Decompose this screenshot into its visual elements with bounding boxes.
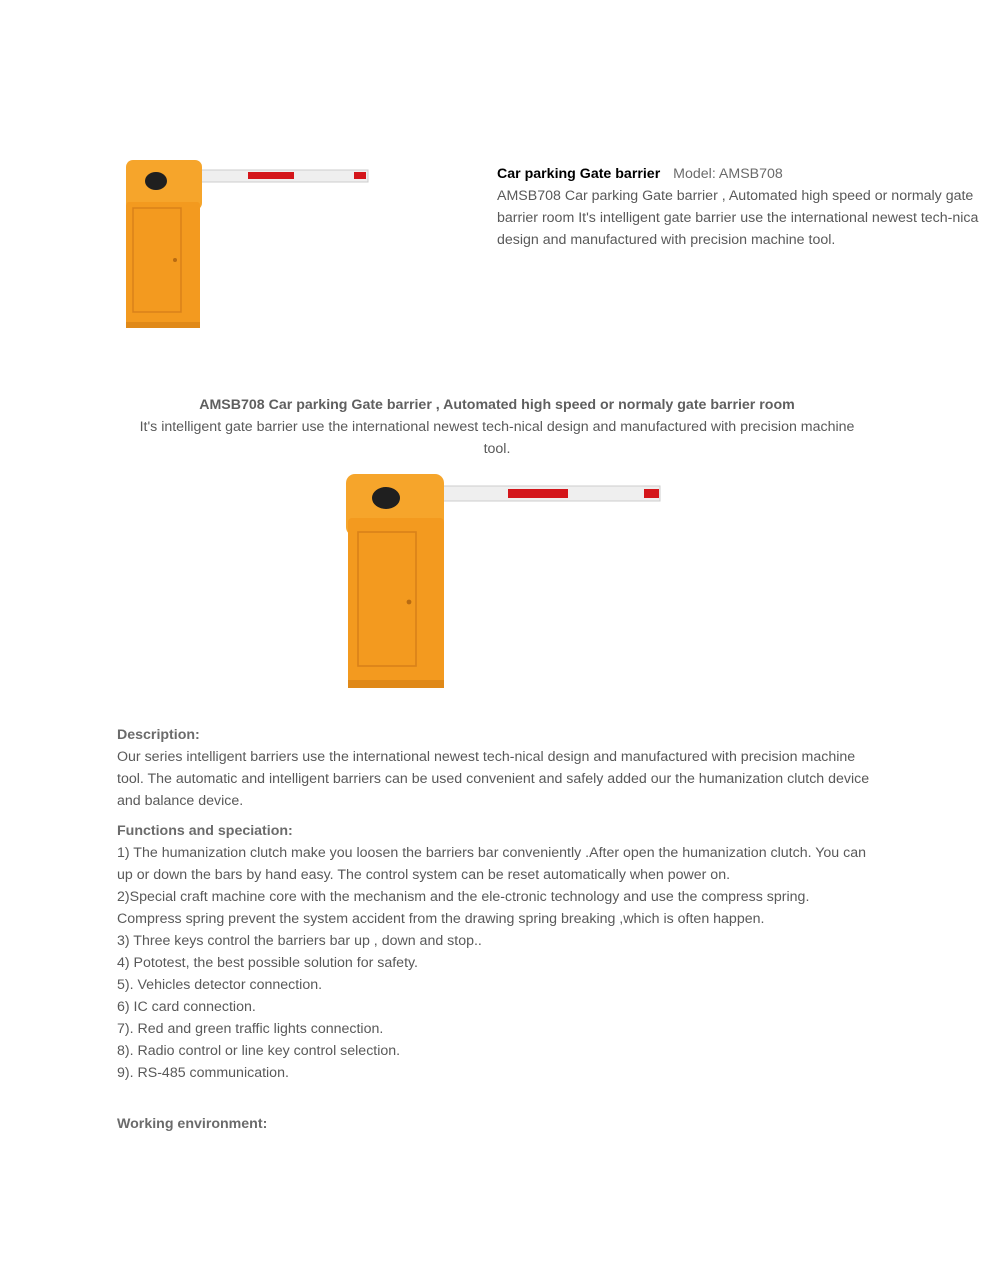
product-heading (118, 394, 876, 460)
gate-barrier-image-small (118, 150, 370, 336)
description-section (117, 724, 877, 812)
function-item: 6) IC card connection. (117, 999, 256, 1015)
function-item: 5). Vehicles detector connection. (117, 977, 323, 993)
product-heading-title: AMSB708 Car parking Gate barrier , Automated high speed or normaly gate barrier room (199, 397, 795, 413)
product-summary-line: AMSB708 Car parking Gate barrier , Automated high speed or normaly gate (497, 188, 974, 204)
product-summary-line: barrier room It's intelligent gate barrier use the international newest tech-nica (497, 210, 979, 226)
product-model: Model: AMSB708 (673, 166, 783, 182)
function-item: 7). Red and green traffic lights connection. (117, 1021, 384, 1037)
working-environment-label: Working environment: (117, 1116, 268, 1132)
function-item: 4) Pototest, the best possible solution for safety. (117, 955, 418, 971)
product-summary (497, 163, 994, 251)
functions-section (117, 820, 877, 1084)
product-heading-subtitle: It's intelligent gate barrier use the international newest tech-nical design and manufactured with precision machine (139, 419, 855, 435)
function-item: 8). Radio control or line key control selection. (117, 1043, 401, 1059)
description-label: Description: (117, 727, 200, 743)
function-item: 3) Three keys control the barriers bar up , down and stop.. (117, 933, 482, 949)
product-summary-line: design and manufactured with precision machine tool. (497, 232, 836, 248)
gate-barrier-image-large (340, 466, 664, 696)
working-environment-section (117, 1113, 877, 1135)
function-item: 2)Special craft machine core with the mechanism and the ele-ctronic technology and use the compress spring. Compress spring prevent the system accident from the drawing spring breaking ,which is often happen. (117, 889, 810, 927)
description-text: Our series intelligent barriers use the international newest tech-nical design and manufactured with precision machine tool. The automatic and intelligent barriers can be used convenient and safely added our the humanization clutch device and balance device. (117, 749, 870, 809)
product-heading-subtitle: tool. (483, 441, 511, 457)
function-item: 1) The humanization clutch make you loosen the barriers bar conveniently .After open the humanization clutch. You can up or down the bars by hand easy. The control system can be reset automatically when power on. (117, 845, 866, 883)
product-title: Car parking Gate barrier (497, 166, 661, 182)
function-item: 9). RS-485 communication. (117, 1065, 289, 1081)
functions-label: Functions and speciation: (117, 823, 293, 839)
